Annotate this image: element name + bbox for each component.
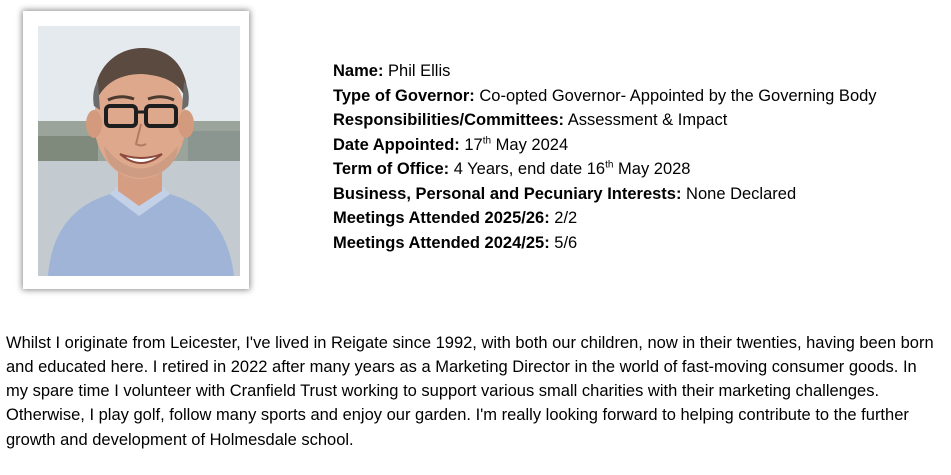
type-value: Co-opted Governor- Appointed by the Governing Body [474, 86, 877, 105]
type-label: Type of Governor: [333, 86, 475, 105]
governor-details [333, 59, 877, 255]
meetings-2425-value: 5/6 [549, 233, 578, 252]
portrait-frame [23, 11, 249, 289]
name-label: Name: [333, 62, 384, 80]
date-label: Date Appointed: [333, 135, 460, 154]
date-day: 17 [459, 135, 483, 154]
term-rest: May 2028 [613, 160, 691, 178]
detail-term [333, 157, 877, 182]
biography-paragraph: Whilst I originate from Leicester, I've lived in Reigate since 1992, with both our children, now in their twenties, having been born and educated here. I retired in 2022 after many years as a Marketing Director in the world of fast-moving consumer goods. In my spare time I volunteer with Cranfield Trust working to support various small charities with their marketing challenges. Otherwise, I play golf, follow many sports and enjoy our garden. I'm really looking forward to helping contribute to the further growth and development of Holmesdale school. [6, 333, 934, 449]
portrait-photo [38, 26, 240, 276]
meetings-2526-label: Meetings Attended 2025/26: [333, 209, 550, 227]
detail-date-appointed [333, 133, 877, 158]
interests-label: Business, Personal and Pecuniary Interests: [333, 184, 682, 203]
name-value: Phil Ellis [383, 62, 451, 80]
term-label: Term of Office: [333, 160, 450, 178]
detail-interests [333, 182, 877, 207]
date-suffix: th [482, 135, 492, 146]
detail-responsibilities [333, 108, 877, 133]
date-rest: May 2024 [491, 135, 569, 154]
term-suffix: th [605, 159, 614, 171]
portrait-illustration [38, 26, 240, 276]
term-prefix: 4 Years, end date 16 [449, 160, 606, 178]
meetings-2526-value: 2/2 [549, 209, 578, 227]
detail-name [333, 59, 877, 84]
interests-value: None Declared [681, 184, 797, 203]
responsibilities-label: Responsibilities/Committees: [333, 111, 565, 129]
detail-meetings-2425 [333, 231, 877, 256]
responsibilities-value: Assessment & Impact [564, 111, 728, 129]
detail-type [333, 84, 877, 109]
meetings-2425-label: Meetings Attended 2024/25: [333, 233, 550, 252]
detail-meetings-2526 [333, 206, 877, 231]
